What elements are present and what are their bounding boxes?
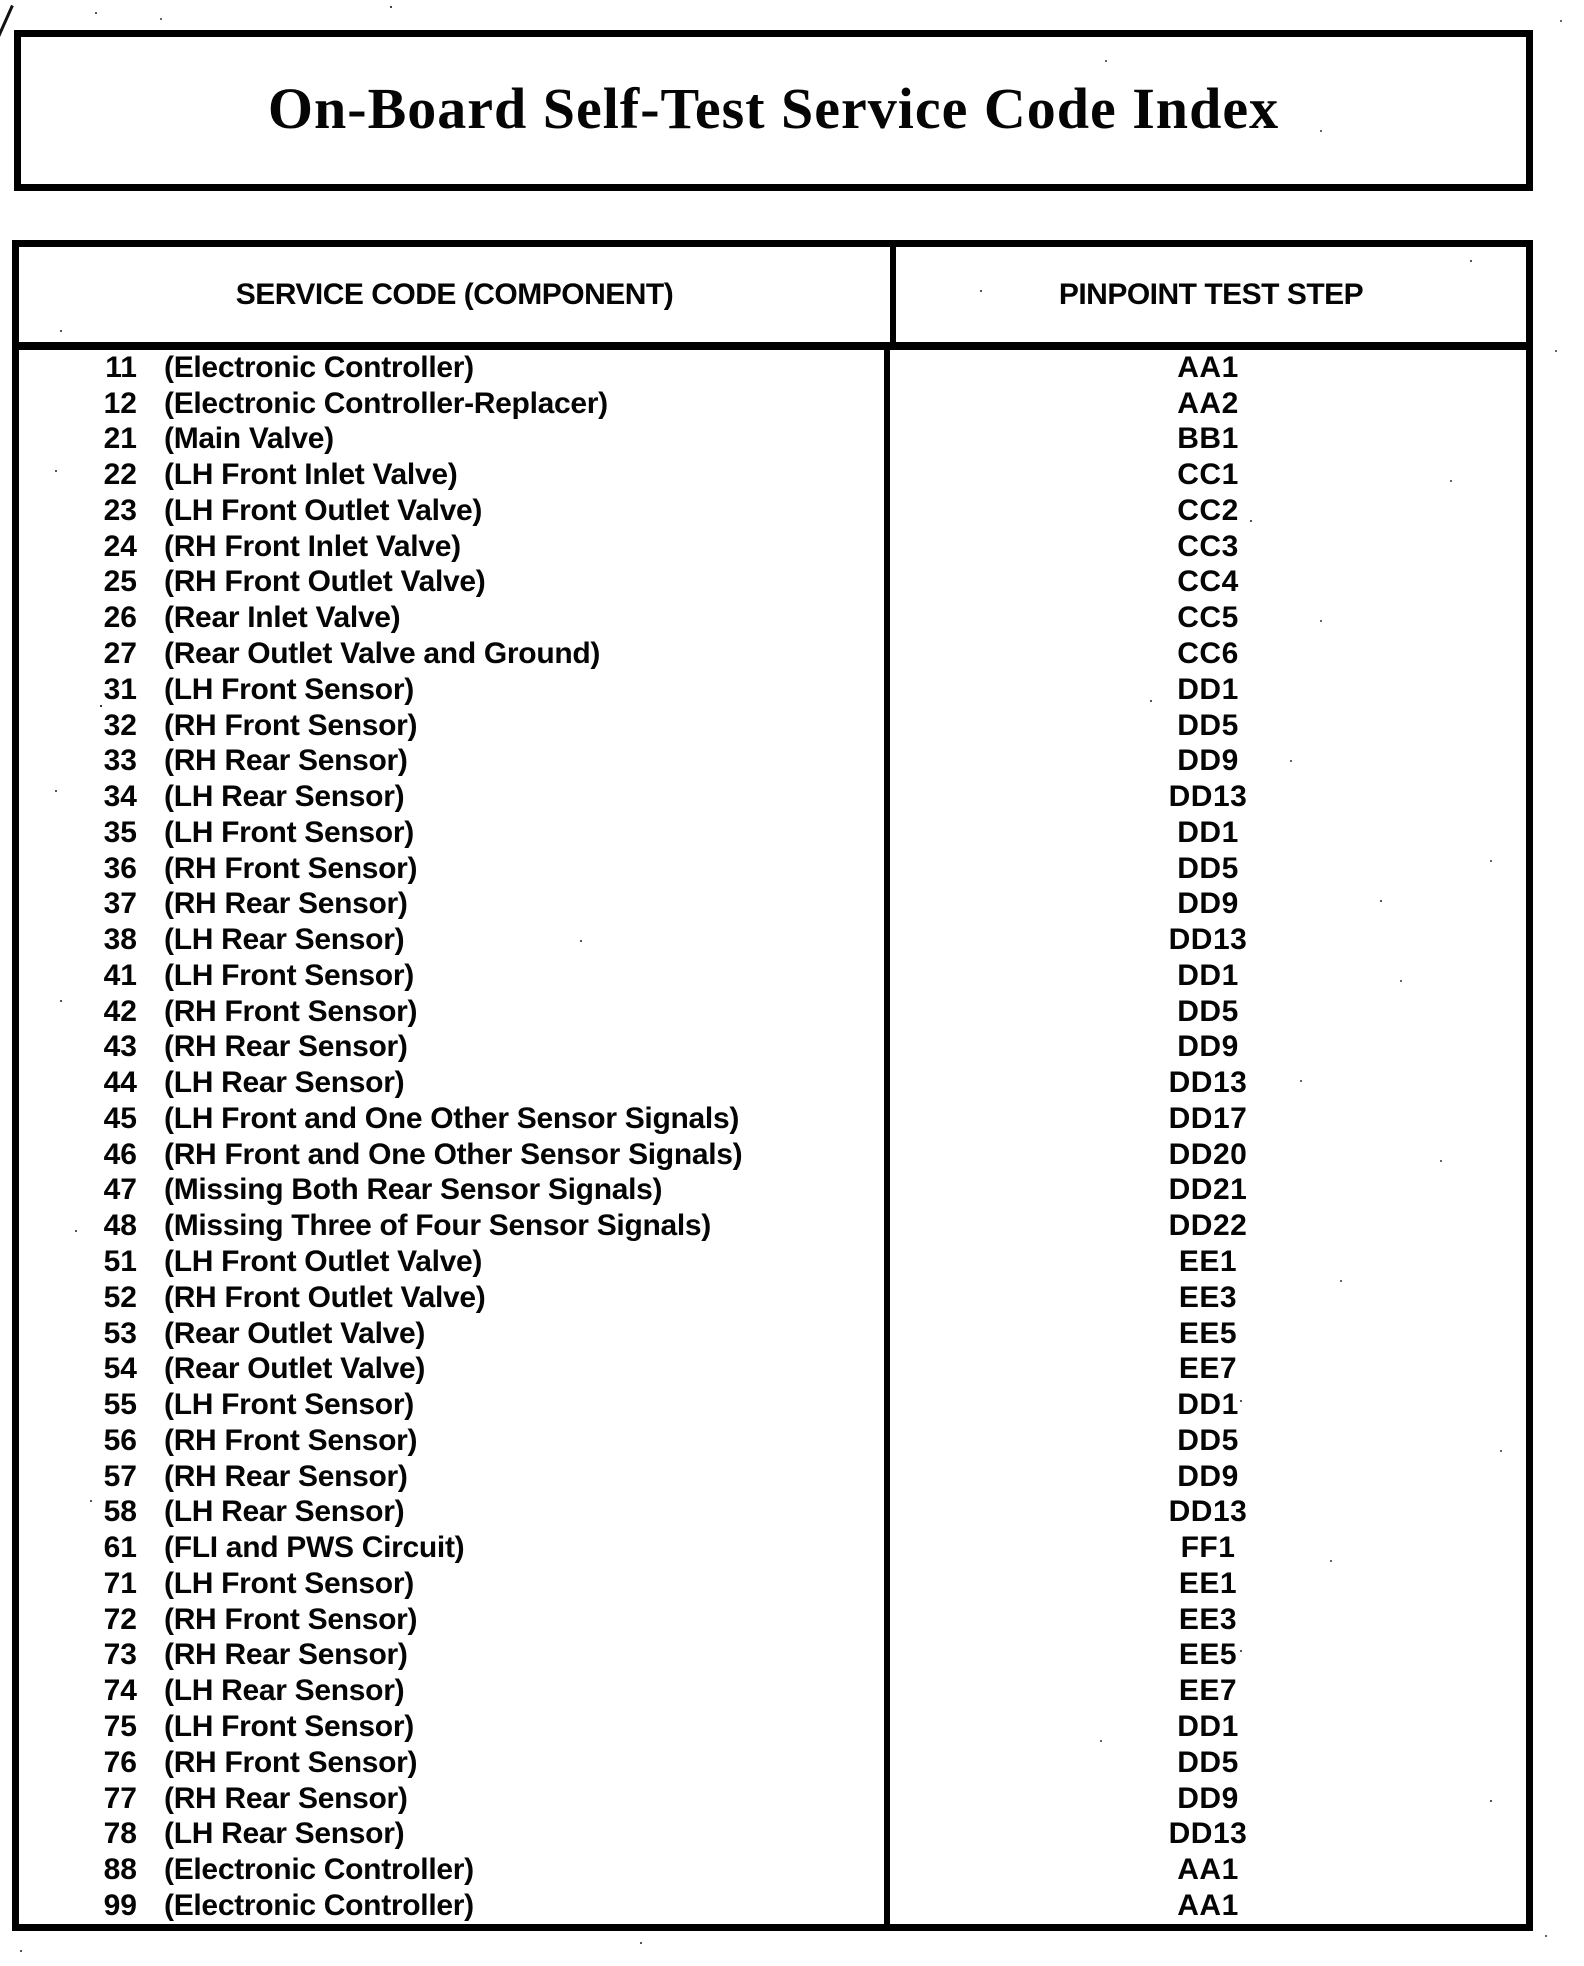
header-label-pinpoint-step: PINPOINT TEST STEP bbox=[1058, 277, 1364, 311]
scan-speckles bbox=[0, 0, 2, 2]
component-name: (RH Front Sensor) bbox=[164, 1745, 418, 1779]
pinpoint-step-cell bbox=[890, 422, 1526, 458]
component-name: (RH Front Outlet Valve) bbox=[164, 565, 486, 599]
table-row bbox=[19, 600, 1526, 636]
pinpoint-step: EE3 bbox=[1178, 1602, 1238, 1636]
pinpoint-step-cell bbox=[890, 1208, 1526, 1244]
service-code: 22 bbox=[103, 458, 137, 492]
pinpoint-step-cell bbox=[890, 493, 1526, 529]
pinpoint-step: DD5 bbox=[1177, 1745, 1239, 1779]
component-name: (Electronic Controller) bbox=[164, 1853, 474, 1887]
component-name: (RH Rear Sensor) bbox=[164, 1030, 408, 1064]
service-code: 31 bbox=[103, 672, 137, 706]
table-row bbox=[19, 1888, 1526, 1924]
pinpoint-step: DD1 bbox=[1177, 1709, 1239, 1743]
component-cell bbox=[19, 1709, 890, 1745]
pinpoint-step: EE7 bbox=[1178, 1674, 1238, 1708]
pinpoint-step-cell bbox=[890, 708, 1526, 744]
pinpoint-step-cell bbox=[890, 1244, 1526, 1280]
component-name: (RH Rear Sensor) bbox=[164, 1638, 408, 1672]
component-cell bbox=[19, 1888, 890, 1924]
component-name: (Electronic Controller) bbox=[164, 1888, 474, 1922]
pinpoint-step: DD9 bbox=[1177, 887, 1239, 921]
component-name: (Main Valve) bbox=[164, 422, 334, 456]
title-box bbox=[14, 30, 1533, 191]
service-code: 36 bbox=[103, 851, 137, 885]
service-code: 26 bbox=[103, 601, 137, 635]
table-row bbox=[19, 708, 1526, 744]
component-cell bbox=[19, 1495, 890, 1531]
component-cell bbox=[19, 1173, 890, 1209]
service-code: 34 bbox=[103, 780, 137, 814]
table-row bbox=[19, 1745, 1526, 1781]
component-name: (LH Front Outlet Valve) bbox=[164, 1245, 483, 1279]
pinpoint-step: DD1 bbox=[1177, 672, 1239, 706]
table-row bbox=[19, 779, 1526, 815]
component-name: (LH Front Sensor) bbox=[164, 1388, 414, 1422]
table-row bbox=[19, 1530, 1526, 1566]
service-code: 44 bbox=[103, 1066, 137, 1100]
pinpoint-step-cell bbox=[890, 922, 1526, 958]
pinpoint-step: EE7 bbox=[1178, 1352, 1238, 1386]
component-name: (Rear Outlet Valve) bbox=[164, 1352, 426, 1386]
component-cell bbox=[19, 1602, 890, 1638]
pinpoint-step-cell bbox=[890, 1852, 1526, 1888]
service-code: 99 bbox=[103, 1888, 137, 1922]
pinpoint-step-cell bbox=[890, 1673, 1526, 1709]
pinpoint-step-cell bbox=[890, 565, 1526, 601]
pinpoint-step: CC4 bbox=[1177, 565, 1239, 599]
table-row bbox=[19, 422, 1526, 458]
table-row bbox=[19, 1244, 1526, 1280]
pinpoint-step: AA1 bbox=[1177, 350, 1239, 384]
pinpoint-step-cell bbox=[890, 1816, 1526, 1852]
service-code: 12 bbox=[103, 386, 137, 420]
table-row bbox=[19, 1638, 1526, 1674]
pinpoint-step: BB1 bbox=[1177, 422, 1239, 456]
service-code: 48 bbox=[103, 1209, 137, 1243]
table-row bbox=[19, 1602, 1526, 1638]
pinpoint-step: AA1 bbox=[1177, 1888, 1239, 1922]
table-row bbox=[19, 1030, 1526, 1066]
service-code: 32 bbox=[103, 708, 137, 742]
pinpoint-step: CC2 bbox=[1177, 493, 1239, 527]
pinpoint-step-cell bbox=[890, 1173, 1526, 1209]
pinpoint-step-cell bbox=[890, 636, 1526, 672]
service-code: 56 bbox=[103, 1423, 137, 1457]
service-code: 35 bbox=[103, 815, 137, 849]
component-cell bbox=[19, 1316, 890, 1352]
component-cell bbox=[19, 886, 890, 922]
service-code: 23 bbox=[103, 493, 137, 527]
component-cell bbox=[19, 386, 890, 422]
component-name: (Missing Three of Four Sensor Signals) bbox=[164, 1209, 711, 1243]
service-code: 76 bbox=[103, 1745, 137, 1779]
pinpoint-step: FF1 bbox=[1180, 1531, 1236, 1565]
service-code: 55 bbox=[103, 1388, 137, 1422]
service-code: 77 bbox=[103, 1781, 137, 1815]
component-name: (LH Front Outlet Valve) bbox=[164, 493, 483, 527]
pinpoint-step: EE3 bbox=[1178, 1280, 1238, 1314]
pinpoint-step-cell bbox=[890, 1638, 1526, 1674]
pinpoint-step: DD13 bbox=[1168, 1066, 1248, 1100]
component-cell bbox=[19, 922, 890, 958]
component-cell bbox=[19, 1280, 890, 1316]
pinpoint-step: DD20 bbox=[1168, 1137, 1248, 1171]
component-cell bbox=[19, 1852, 890, 1888]
pinpoint-step-cell bbox=[890, 1316, 1526, 1352]
pinpoint-step: DD9 bbox=[1177, 744, 1239, 778]
table-row bbox=[19, 1709, 1526, 1745]
pinpoint-step-cell bbox=[890, 350, 1526, 386]
table-row bbox=[19, 958, 1526, 994]
component-cell bbox=[19, 1208, 890, 1244]
pinpoint-step: DD9 bbox=[1177, 1781, 1239, 1815]
component-cell bbox=[19, 1244, 890, 1280]
table-row bbox=[19, 1459, 1526, 1495]
pinpoint-step-cell bbox=[890, 886, 1526, 922]
component-cell bbox=[19, 1065, 890, 1101]
pinpoint-step-cell bbox=[890, 779, 1526, 815]
component-cell bbox=[19, 565, 890, 601]
table-row bbox=[19, 1781, 1526, 1817]
component-name: (LH Front Sensor) bbox=[164, 1709, 414, 1743]
service-code: 72 bbox=[103, 1602, 137, 1636]
component-name: (LH Rear Sensor) bbox=[164, 780, 405, 814]
pinpoint-step: EE1 bbox=[1178, 1566, 1238, 1600]
table-row bbox=[19, 529, 1526, 565]
pinpoint-step: DD5 bbox=[1177, 994, 1239, 1028]
table-row bbox=[19, 1566, 1526, 1602]
pinpoint-step: AA1 bbox=[1177, 1853, 1239, 1887]
component-cell bbox=[19, 779, 890, 815]
component-name: (RH Front Inlet Valve) bbox=[164, 529, 461, 563]
component-cell bbox=[19, 1530, 890, 1566]
component-name: (LH Front Sensor) bbox=[164, 815, 414, 849]
pinpoint-step-cell bbox=[890, 1709, 1526, 1745]
pinpoint-step-cell bbox=[890, 1530, 1526, 1566]
component-cell bbox=[19, 1459, 890, 1495]
pinpoint-step: DD13 bbox=[1168, 923, 1248, 957]
pinpoint-step: DD9 bbox=[1177, 1030, 1239, 1064]
pinpoint-step: EE1 bbox=[1178, 1245, 1238, 1279]
pinpoint-step: DD13 bbox=[1168, 1495, 1248, 1529]
pinpoint-step-cell bbox=[890, 1387, 1526, 1423]
service-code: 37 bbox=[103, 887, 137, 921]
table-row bbox=[19, 636, 1526, 672]
pinpoint-step: CC5 bbox=[1177, 601, 1239, 635]
pinpoint-step-cell bbox=[890, 1602, 1526, 1638]
component-name: (FLI and PWS Circuit) bbox=[164, 1531, 465, 1565]
component-name: (LH Rear Sensor) bbox=[164, 1066, 405, 1100]
component-cell bbox=[19, 672, 890, 708]
component-name: (RH Front Sensor) bbox=[164, 994, 418, 1028]
component-name: (Rear Inlet Valve) bbox=[164, 601, 401, 635]
component-name: (RH Rear Sensor) bbox=[164, 1781, 408, 1815]
table-row bbox=[19, 1316, 1526, 1352]
pinpoint-step-cell bbox=[890, 994, 1526, 1030]
page-title: On-Board Self-Test Service Code Index bbox=[267, 76, 1280, 141]
pinpoint-step: DD13 bbox=[1168, 780, 1248, 814]
table-row bbox=[19, 493, 1526, 529]
pinpoint-step: CC1 bbox=[1177, 458, 1239, 492]
pinpoint-step: DD5 bbox=[1177, 851, 1239, 885]
component-cell bbox=[19, 1566, 890, 1602]
component-name: (RH Rear Sensor) bbox=[164, 744, 408, 778]
table-row bbox=[19, 743, 1526, 779]
table-row bbox=[19, 1852, 1526, 1888]
component-cell bbox=[19, 1745, 890, 1781]
table-row bbox=[19, 994, 1526, 1030]
pinpoint-step-cell bbox=[890, 1888, 1526, 1924]
table-row bbox=[19, 1101, 1526, 1137]
service-code: 41 bbox=[103, 958, 137, 992]
table-row bbox=[19, 1423, 1526, 1459]
component-name: (LH Rear Sensor) bbox=[164, 1674, 405, 1708]
table-row bbox=[19, 1351, 1526, 1387]
pinpoint-step-cell bbox=[890, 851, 1526, 887]
pinpoint-step: EE5 bbox=[1178, 1316, 1238, 1350]
service-code: 88 bbox=[103, 1853, 137, 1887]
pinpoint-step: DD22 bbox=[1168, 1209, 1248, 1243]
pinpoint-step: DD1 bbox=[1177, 958, 1239, 992]
table-row bbox=[19, 1173, 1526, 1209]
service-code: 47 bbox=[103, 1173, 137, 1207]
component-name: (LH Rear Sensor) bbox=[164, 1817, 405, 1851]
component-name: (Rear Outlet Valve) bbox=[164, 1316, 426, 1350]
service-code: 52 bbox=[103, 1280, 137, 1314]
pinpoint-step: DD1 bbox=[1177, 815, 1239, 849]
component-cell bbox=[19, 1673, 890, 1709]
component-name: (Electronic Controller-Replacer) bbox=[164, 386, 608, 420]
component-name: (RH Front and One Other Sensor Signals) bbox=[164, 1137, 743, 1171]
component-name: (Missing Both Rear Sensor Signals) bbox=[164, 1173, 663, 1207]
service-code-table bbox=[12, 240, 1533, 1931]
service-code: 71 bbox=[103, 1566, 137, 1600]
pinpoint-step: CC3 bbox=[1177, 529, 1239, 563]
pinpoint-step-cell bbox=[890, 958, 1526, 994]
component-name: (LH Front and One Other Sensor Signals) bbox=[164, 1101, 740, 1135]
service-code: 51 bbox=[103, 1245, 137, 1279]
component-cell bbox=[19, 600, 890, 636]
pinpoint-step-cell bbox=[890, 1423, 1526, 1459]
pinpoint-step-cell bbox=[890, 1459, 1526, 1495]
pinpoint-step: DD1 bbox=[1177, 1388, 1239, 1422]
component-name: (LH Rear Sensor) bbox=[164, 1495, 405, 1529]
pinpoint-step-cell bbox=[890, 672, 1526, 708]
component-cell bbox=[19, 457, 890, 493]
table-row bbox=[19, 815, 1526, 851]
service-code: 21 bbox=[103, 422, 137, 456]
component-name: (LH Front Sensor) bbox=[164, 672, 414, 706]
table-row bbox=[19, 1673, 1526, 1709]
pinpoint-step-cell bbox=[890, 1781, 1526, 1817]
service-code: 57 bbox=[103, 1459, 137, 1493]
table-row bbox=[19, 922, 1526, 958]
service-code: 61 bbox=[103, 1531, 137, 1565]
pinpoint-step-cell bbox=[890, 457, 1526, 493]
service-code: 25 bbox=[103, 565, 137, 599]
header-cell-service-code bbox=[19, 247, 896, 342]
header-label-service-code: SERVICE CODE (COMPONENT) bbox=[235, 277, 674, 311]
component-cell bbox=[19, 529, 890, 565]
table-row bbox=[19, 1208, 1526, 1244]
pinpoint-step-cell bbox=[890, 1745, 1526, 1781]
pinpoint-step: EE5 bbox=[1178, 1638, 1238, 1672]
service-code: 58 bbox=[103, 1495, 137, 1529]
component-cell bbox=[19, 1137, 890, 1173]
component-name: (LH Front Sensor) bbox=[164, 1566, 414, 1600]
table-row bbox=[19, 851, 1526, 887]
pinpoint-step: AA2 bbox=[1177, 386, 1239, 420]
pinpoint-step: DD21 bbox=[1168, 1173, 1248, 1207]
component-cell bbox=[19, 958, 890, 994]
table-header-row bbox=[19, 247, 1526, 350]
header-cell-pinpoint-step bbox=[896, 247, 1526, 342]
component-name: (RH Front Sensor) bbox=[164, 1423, 418, 1457]
service-code: 33 bbox=[103, 744, 137, 778]
component-cell bbox=[19, 1816, 890, 1852]
component-name: (LH Front Inlet Valve) bbox=[164, 458, 458, 492]
service-code: 42 bbox=[103, 994, 137, 1028]
pinpoint-step-cell bbox=[890, 1030, 1526, 1066]
component-cell bbox=[19, 1781, 890, 1817]
service-code: 73 bbox=[103, 1638, 137, 1672]
component-name: (LH Front Sensor) bbox=[164, 958, 414, 992]
pinpoint-step: DD5 bbox=[1177, 1423, 1239, 1457]
pinpoint-step: DD5 bbox=[1177, 708, 1239, 742]
component-name: (RH Rear Sensor) bbox=[164, 887, 408, 921]
table-row bbox=[19, 886, 1526, 922]
component-name: (Rear Outlet Valve and Ground) bbox=[164, 637, 601, 670]
component-cell bbox=[19, 708, 890, 744]
pinpoint-step-cell bbox=[890, 1101, 1526, 1137]
component-name: (RH Front Outlet Valve) bbox=[164, 1280, 486, 1314]
table-row bbox=[19, 1137, 1526, 1173]
scan-stray-mark bbox=[0, 5, 14, 37]
table-row bbox=[19, 1280, 1526, 1316]
component-cell bbox=[19, 493, 890, 529]
pinpoint-step-cell bbox=[890, 743, 1526, 779]
table-row bbox=[19, 1816, 1526, 1852]
component-cell bbox=[19, 743, 890, 779]
pinpoint-step-cell bbox=[890, 529, 1526, 565]
component-cell bbox=[19, 636, 890, 672]
component-cell bbox=[19, 1638, 890, 1674]
component-cell bbox=[19, 994, 890, 1030]
table-row bbox=[19, 1065, 1526, 1101]
pinpoint-step-cell bbox=[890, 1495, 1526, 1531]
table-row bbox=[19, 386, 1526, 422]
component-cell bbox=[19, 1030, 890, 1066]
component-cell bbox=[19, 851, 890, 887]
component-cell bbox=[19, 815, 890, 851]
component-name: (RH Rear Sensor) bbox=[164, 1459, 408, 1493]
pinpoint-step: CC6 bbox=[1177, 637, 1239, 670]
pinpoint-step-cell bbox=[890, 1065, 1526, 1101]
component-name: (RH Front Sensor) bbox=[164, 851, 418, 885]
table-row bbox=[19, 350, 1526, 386]
component-cell bbox=[19, 422, 890, 458]
service-code: 75 bbox=[103, 1709, 137, 1743]
table-body bbox=[19, 350, 1526, 1924]
table-row bbox=[19, 1387, 1526, 1423]
service-code: 45 bbox=[103, 1101, 137, 1135]
component-cell bbox=[19, 1387, 890, 1423]
service-code: 24 bbox=[103, 529, 137, 563]
component-name: (LH Rear Sensor) bbox=[164, 923, 405, 957]
pinpoint-step-cell bbox=[890, 1280, 1526, 1316]
pinpoint-step-cell bbox=[890, 600, 1526, 636]
service-code: 43 bbox=[103, 1030, 137, 1064]
table-row bbox=[19, 565, 1526, 601]
component-name: (Electronic Controller) bbox=[164, 350, 474, 384]
service-code: 78 bbox=[103, 1817, 137, 1851]
pinpoint-step: DD13 bbox=[1168, 1817, 1248, 1851]
service-code: 38 bbox=[103, 923, 137, 957]
service-code: 46 bbox=[103, 1137, 137, 1171]
component-cell bbox=[19, 350, 890, 386]
component-cell bbox=[19, 1423, 890, 1459]
table-row bbox=[19, 672, 1526, 708]
pinpoint-step-cell bbox=[890, 386, 1526, 422]
service-code: 11 bbox=[105, 350, 137, 384]
component-cell bbox=[19, 1351, 890, 1387]
component-name: (RH Front Sensor) bbox=[164, 708, 418, 742]
component-name: (RH Front Sensor) bbox=[164, 1602, 418, 1636]
service-code: 27 bbox=[103, 637, 137, 670]
component-cell bbox=[19, 1101, 890, 1137]
pinpoint-step-cell bbox=[890, 1566, 1526, 1602]
service-code: 54 bbox=[103, 1352, 137, 1386]
pinpoint-step-cell bbox=[890, 1137, 1526, 1173]
pinpoint-step: DD9 bbox=[1177, 1459, 1239, 1493]
table-row bbox=[19, 457, 1526, 493]
service-code: 74 bbox=[103, 1674, 137, 1708]
pinpoint-step-cell bbox=[890, 1351, 1526, 1387]
service-code: 53 bbox=[103, 1316, 137, 1350]
pinpoint-step: DD17 bbox=[1168, 1101, 1248, 1135]
table-row bbox=[19, 1495, 1526, 1531]
pinpoint-step-cell bbox=[890, 815, 1526, 851]
